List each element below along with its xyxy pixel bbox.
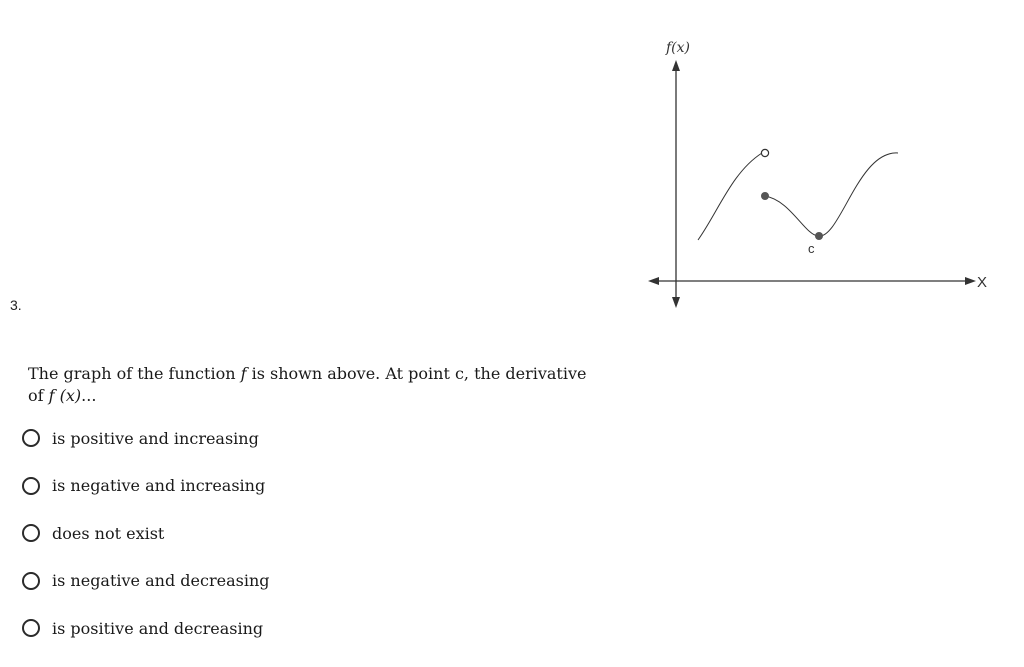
choice-label: is positive and decreasing [52, 618, 264, 638]
radio-button[interactable] [22, 477, 40, 495]
prompt-ellipsis: ... [81, 386, 97, 405]
curve-right-branch [765, 153, 898, 236]
open-endpoint [761, 149, 768, 156]
choice-label: is positive and increasing [52, 428, 259, 448]
y-axis-up-arrow [672, 60, 680, 71]
choice-option-3[interactable] [22, 519, 622, 547]
x-axis-right-arrow [965, 277, 976, 285]
question-prompt [28, 363, 628, 407]
answer-choices [22, 424, 622, 662]
x-axis-label: X [977, 274, 988, 291]
choice-label: is negative and increasing [52, 476, 266, 496]
question-number: 3. [10, 297, 22, 313]
prompt-function-symbol: f [240, 364, 247, 383]
x-axis-left-arrow [648, 277, 659, 285]
radio-button[interactable] [22, 429, 40, 447]
y-axis-down-arrow [672, 297, 680, 308]
prompt-fx-symbol: f (x) [48, 386, 82, 405]
choice-option-5[interactable] [22, 614, 622, 642]
choice-option-2[interactable] [22, 472, 622, 500]
y-axis-label: f(x) [666, 40, 691, 56]
choice-option-4[interactable] [22, 567, 622, 595]
point-c [815, 232, 823, 240]
prompt-text-1: The graph of the function [28, 364, 236, 383]
closed-endpoint [761, 192, 769, 200]
radio-button[interactable] [22, 572, 40, 590]
choice-label: does not exist [52, 523, 165, 543]
point-c-label: c [808, 241, 815, 256]
function-graph [640, 30, 1000, 320]
choice-label: is negative and decreasing [52, 571, 270, 591]
prompt-text-2: is shown above. At point c, the derivative [251, 364, 587, 383]
prompt-text-3: of [28, 386, 44, 405]
curve-left-branch [698, 153, 762, 240]
radio-button[interactable] [22, 619, 40, 637]
radio-button[interactable] [22, 524, 40, 542]
choice-option-1[interactable] [22, 424, 622, 452]
